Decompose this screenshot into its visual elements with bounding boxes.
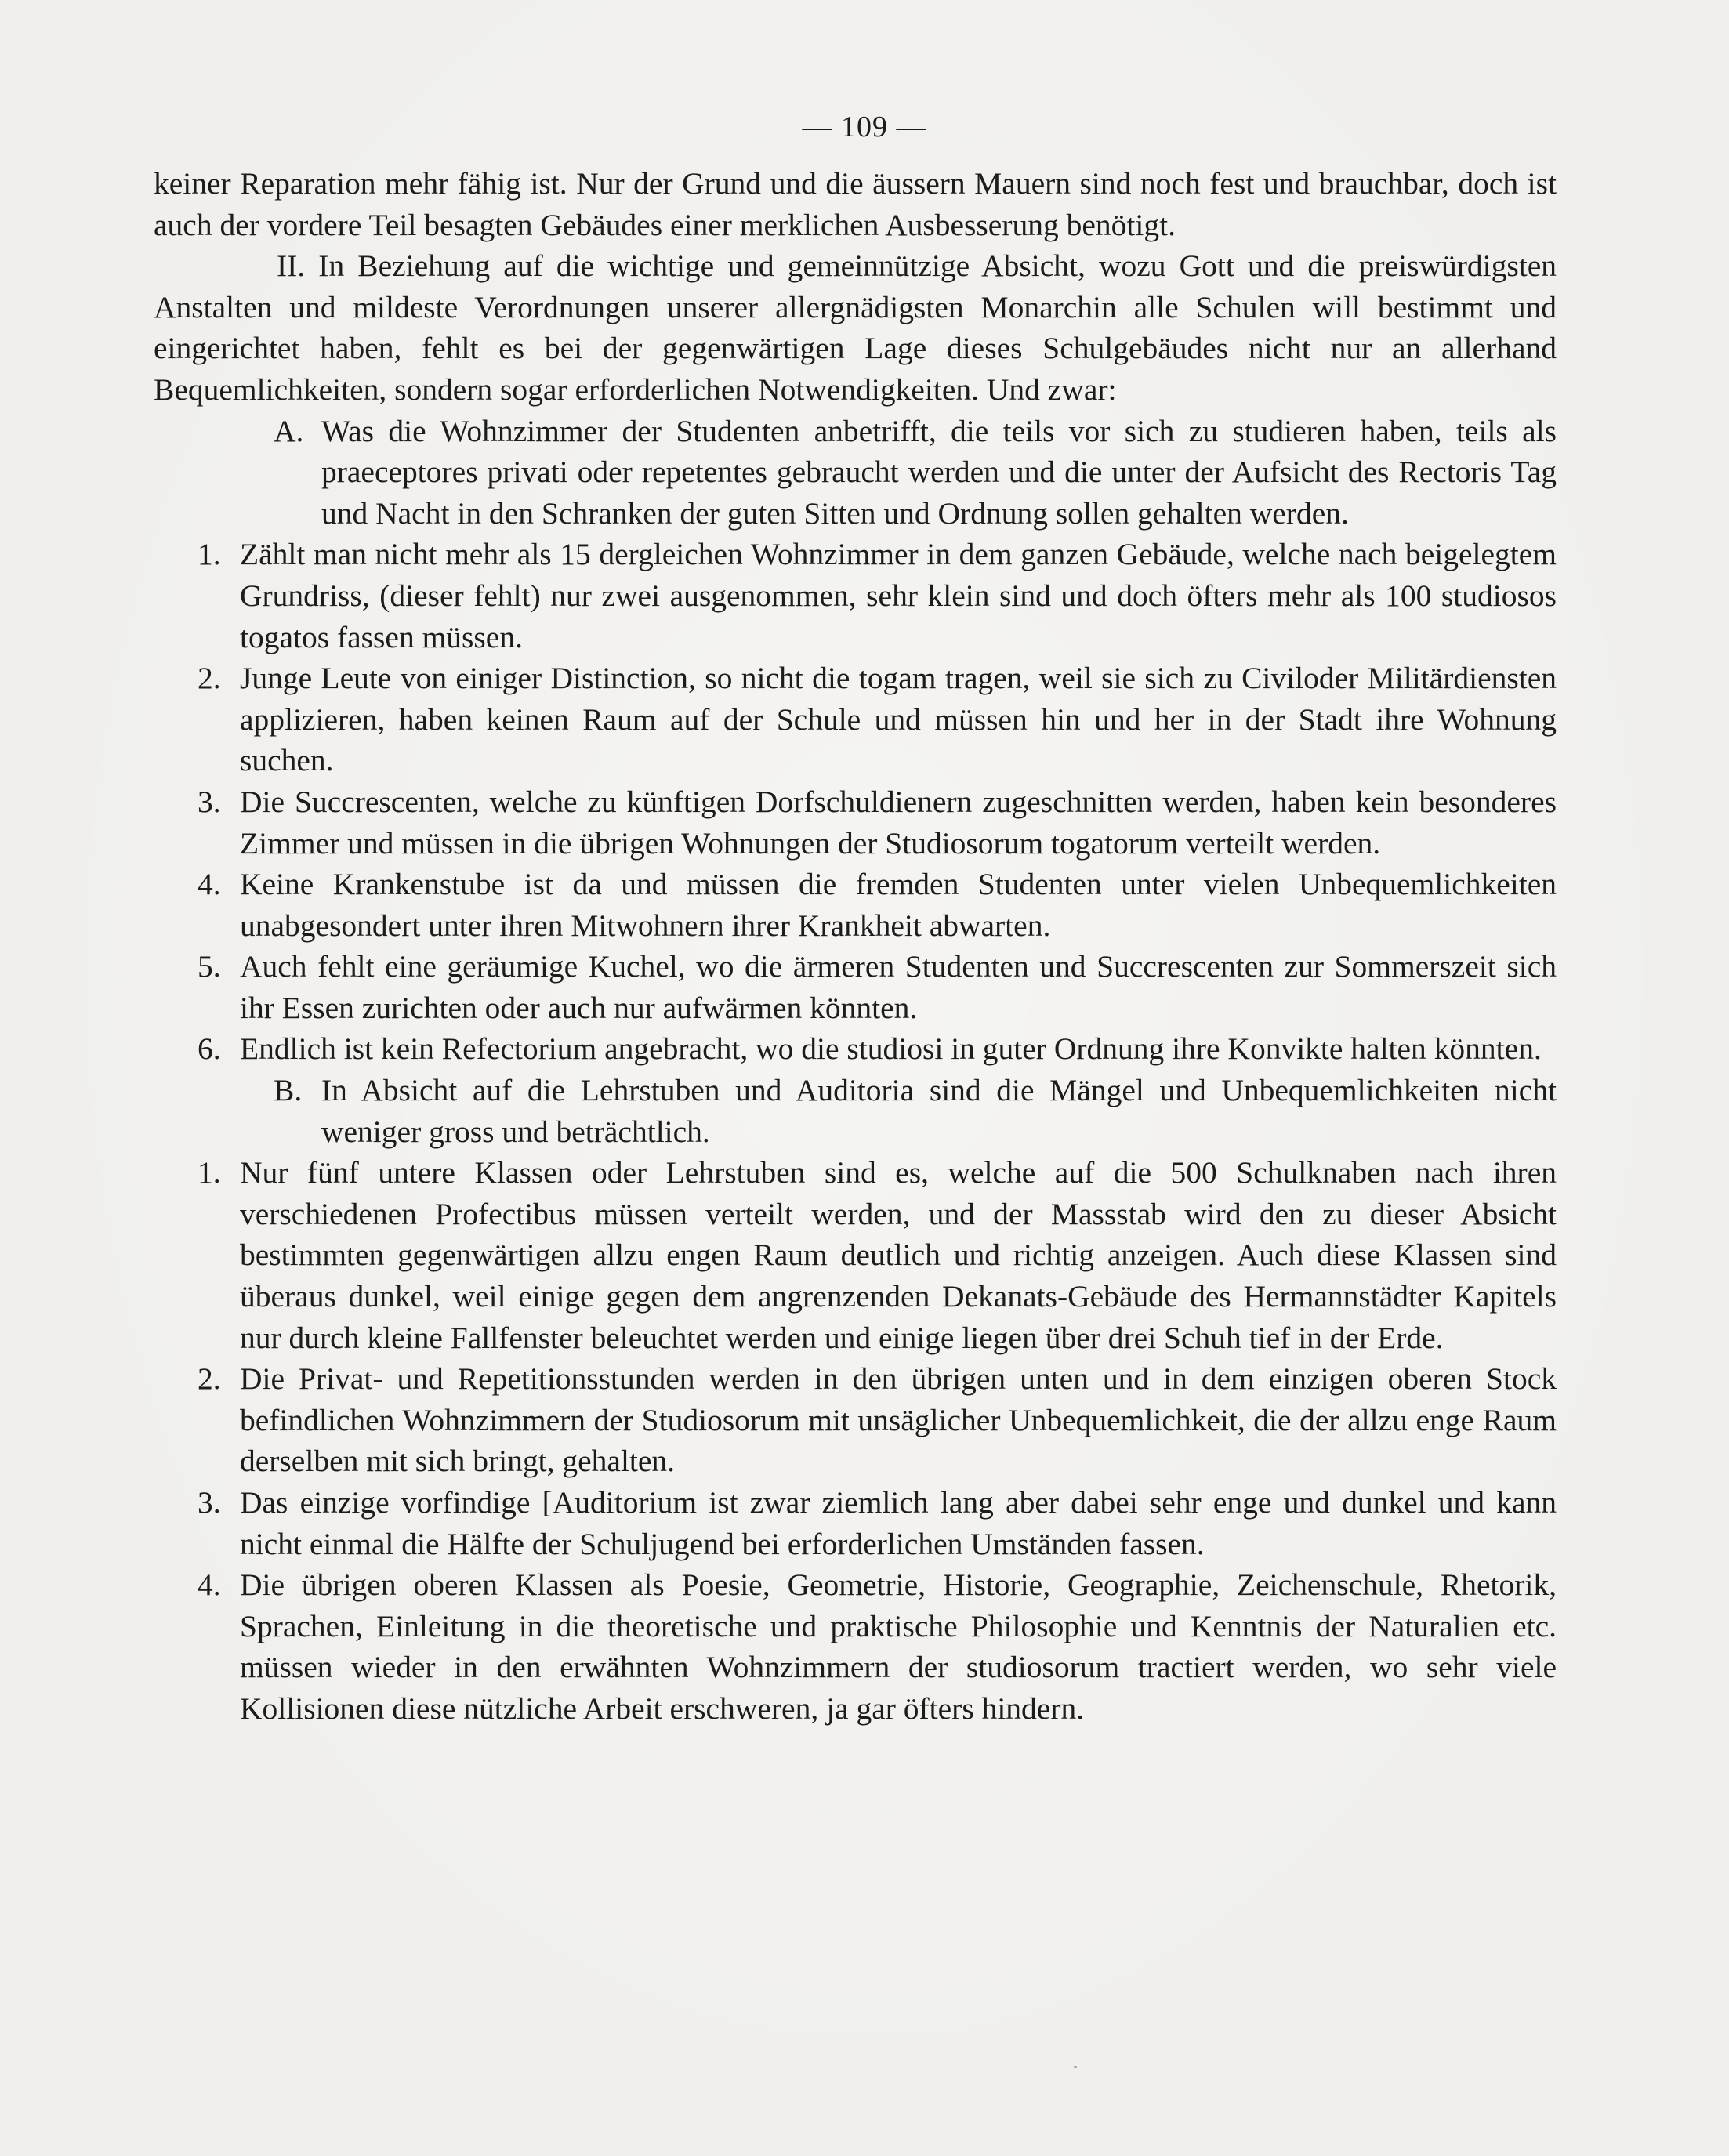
list-item-marker: 1. xyxy=(198,1155,221,1190)
list-item-marker: 4. xyxy=(198,1567,221,1603)
list-item-text: Junge Leute von einiger Distinction, so nicht die togam tragen, weil sie sich zu Civiloder Militärdiensten applizieren, haben keinen Raum auf der Schule und müssen hin und her in der Stadt ihre Wohnung suchen. xyxy=(240,661,1557,778)
list-item-marker: 3. xyxy=(198,784,221,819)
section-a-text: Was die Wohnzimmer der Studenten anbetrifft, die teils vor sich zu studieren haben, teils als praeceptores privati oder repetentes gebraucht werden und die unter der Aufsicht des Rectoris Tag und Nacht in den Schranken der guten Sitten und Ordnung sollen gehalten werden. xyxy=(321,413,1557,531)
list-item-marker: 2. xyxy=(198,661,221,696)
list-item xyxy=(154,864,1557,946)
list-item xyxy=(154,946,1557,1028)
list-item-marker: 5. xyxy=(198,949,221,984)
list-item-text: Auch fehlt eine geräumige Kuchel, wo die ärmeren Studenten und Succrescenten zur Sommerszeit sich ihr Essen zurichten oder auch nur aufwärmen könnten. xyxy=(240,949,1557,1025)
list-item-marker: 3. xyxy=(198,1485,221,1520)
list-item-text: Die übrigen oberen Klassen als Poesie, Geometrie, Historie, Geographie, Zeichenschule, Rhetorik, Sprachen, Einleitung in die theoretische und praktische Philosophie und Kenntnis der Naturalien etc. müssen wieder in den erwähnten Wohnzimmern der studiosorum tractiert werden, wo sehr viele Kollisionen diese nützliche Arbeit erschweren, ja gar öfters hindern. xyxy=(240,1567,1557,1726)
section-b-text: In Absicht auf die Lehrstuben und Auditoria sind die Mängel und Unbequemlichkeiten nicht weniger gross und beträchtlich. xyxy=(321,1073,1557,1149)
list-item-marker: 6. xyxy=(198,1031,221,1067)
section-a xyxy=(154,411,1557,534)
section-b xyxy=(154,1070,1557,1152)
list-item-text: Die Privat- und Repetitionsstunden werden in den übrigen unten und in dem einzigen oberen Stock befindlichen Wohnzimmern der Studiosorum mit unsäglicher Unbequemlichkeit, die der allzu enge Raum derselben mit sich bringt, gehalten. xyxy=(240,1361,1557,1479)
list-item-marker: 1. xyxy=(198,537,221,572)
section-b-marker: B. xyxy=(274,1073,303,1108)
list-item xyxy=(154,1564,1557,1729)
list-item-marker: 4. xyxy=(198,867,221,902)
list-item xyxy=(154,1358,1557,1482)
list-item-text: Die Succrescenten, welche zu künftigen Dorfschuldienern zugeschnitten werden, haben kein besonderes Zimmer und müssen in die übrigen Wohnungen der Studiosorum togatorum verteilt werden. xyxy=(240,784,1557,861)
section-a-marker: A. xyxy=(274,413,304,448)
list-item-text: Nur fünf untere Klassen oder Lehrstuben sind es, welche auf die 500 Schulknaben nach ihren verschiedenen Profectibus müssen verteilt werden, und der Massstab wird den zu dieser Absicht bestimmten gegenwärtigen allzu engen Raum deutlich und richtig anzeigen. Auch diese Klassen sind überaus dunkel, weil einige gegen dem angrenzenden Dekanats-Gebäude des Hermannstädter Kapitels nur durch kleine Fallfenster beleuchtet werden und einige liegen über drei Schuh tief in der Erde. xyxy=(240,1155,1557,1355)
body-text xyxy=(154,163,1557,1730)
list-item xyxy=(154,658,1557,781)
list-item-text: Keine Krankenstube ist da und müssen die fremden Studenten unter vielen Unbequemlichkeiten unabgesondert unter ihren Mitwohnern ihrer Krankheit abwarten. xyxy=(240,867,1557,943)
list-item-text: Endlich ist kein Refectorium angebracht, wo die studiosi in guter Ordnung ihre Konvikte halten könnten. xyxy=(240,1031,1542,1067)
section-ii-paragraph: II. In Beziehung auf die wichtige und gemeinnützige Absicht, wozu Gott und die preiswürdigsten Anstalten und mildeste Verordnungen unserer allergnädigsten Monarchin alle Schulen will bestimmt und eingerichtet haben, fehlt es bei der gegenwärtigen Lage dieses Schulgebäudes nicht nur an allerhand Bequemlichkeiten, sondern sogar erforderlichen Notwendigkeiten. Und zwar: xyxy=(154,248,1557,407)
list-item xyxy=(154,1028,1557,1070)
intro-continuation: keiner Reparation mehr fähig ist. Nur der Grund und die äussern Mauern sind noch fest und brauchbar, doch ist auch der vordere Teil besagten Gebäudes einer merklichen Ausbesserung benötigt. xyxy=(154,166,1557,242)
page-number: — 109 — xyxy=(802,111,927,143)
list-item-marker: 2. xyxy=(198,1361,221,1397)
list-item xyxy=(154,781,1557,864)
list-item-text: Das einzige vorfindige [Auditorium ist zwar ziemlich lang aber dabei sehr enge und dunkel und kann nicht einmal die Hälfte der Schuljugend bei erforderlichen Umständen fassen. xyxy=(240,1485,1557,1561)
list-item-text: Zählt man nicht mehr als 15 dergleichen Wohnzimmer in dem ganzen Gebäude, welche nach beigelegtem Grundriss, (dieser fehlt) nur zwei ausgenommen, sehr klein sind und doch öfters mehr als 100 studiosos togatos fassen müssen. xyxy=(240,537,1557,654)
list-item xyxy=(154,1482,1557,1564)
list-item xyxy=(154,534,1557,658)
list-item xyxy=(154,1152,1557,1358)
paper-speck xyxy=(1074,2066,1077,2068)
